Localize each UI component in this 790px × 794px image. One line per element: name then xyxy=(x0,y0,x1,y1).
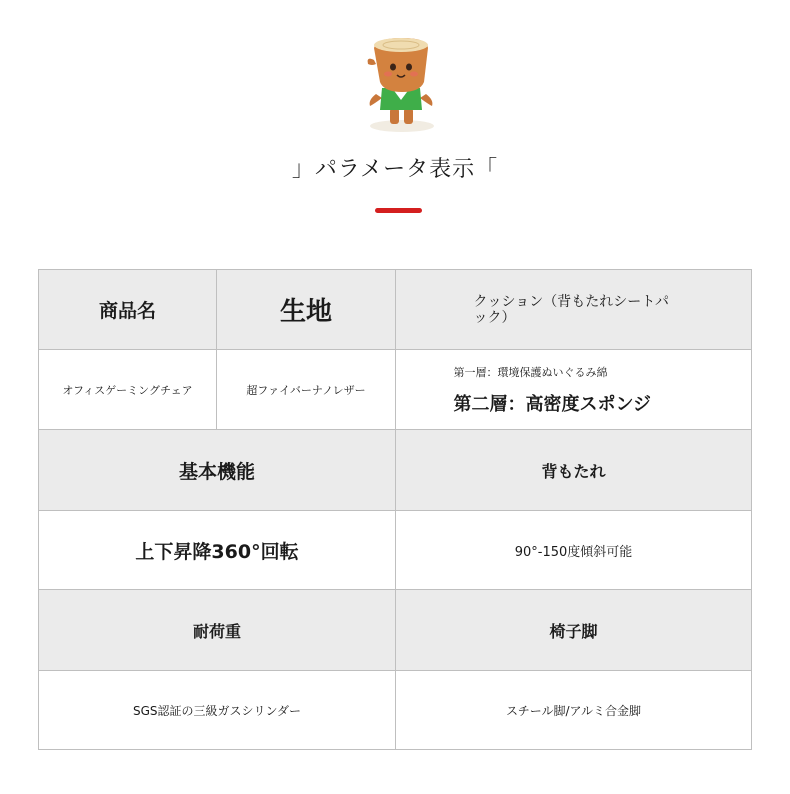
cushion-cell xyxy=(396,350,751,430)
chair-legs-value: スチール脚/アルミ合金脚 xyxy=(505,703,642,718)
load-cell xyxy=(39,671,396,749)
basic-function-cell xyxy=(39,511,396,590)
fabric-cell xyxy=(217,350,396,430)
cushion-label-cell xyxy=(396,270,751,350)
title-underline xyxy=(375,208,422,213)
cushion-label: クッション（背もたれシートパック） xyxy=(473,293,669,326)
load-value: SGS認証の三級ガスシリンダー xyxy=(132,703,302,718)
fabric-label-cell xyxy=(217,270,396,350)
chair-legs-label: 椅子脚 xyxy=(549,621,598,641)
product-name-cell xyxy=(39,350,217,430)
product-name-value: オフィスゲーミングチェア xyxy=(62,383,193,397)
load-label-cell xyxy=(39,590,396,671)
cushion-layer2: 第二層：高密度スポンジ xyxy=(453,393,652,415)
basic-function-value: 上下昇降360°回転 xyxy=(135,540,299,563)
tree-stump-mascot-icon xyxy=(362,30,440,134)
basic-function-label-cell xyxy=(39,430,396,511)
page-title: 」パラメータ表示「 xyxy=(291,157,499,182)
chair-legs-cell xyxy=(396,671,751,749)
backrest-label-cell xyxy=(396,430,751,511)
product-name-label-cell xyxy=(39,270,217,350)
fabric-value: 超ファイバーナノレザー xyxy=(246,383,366,397)
backrest-cell xyxy=(396,511,751,590)
load-label: 耐荷重 xyxy=(192,621,241,641)
backrest-label: 背もたれ xyxy=(541,461,606,481)
backrest-value: 90°-150度傾斜可能 xyxy=(514,544,633,560)
chair-legs-label-cell xyxy=(396,590,751,671)
parameter-table xyxy=(38,269,752,750)
fabric-label: 生地 xyxy=(279,297,332,327)
product-name-label: 商品名 xyxy=(98,300,156,322)
cushion-layers xyxy=(454,364,694,416)
cushion-layer1: 第一層：環境保護ぬいぐるみ綿 xyxy=(453,365,608,379)
basic-function-label: 基本機能 xyxy=(178,460,255,483)
